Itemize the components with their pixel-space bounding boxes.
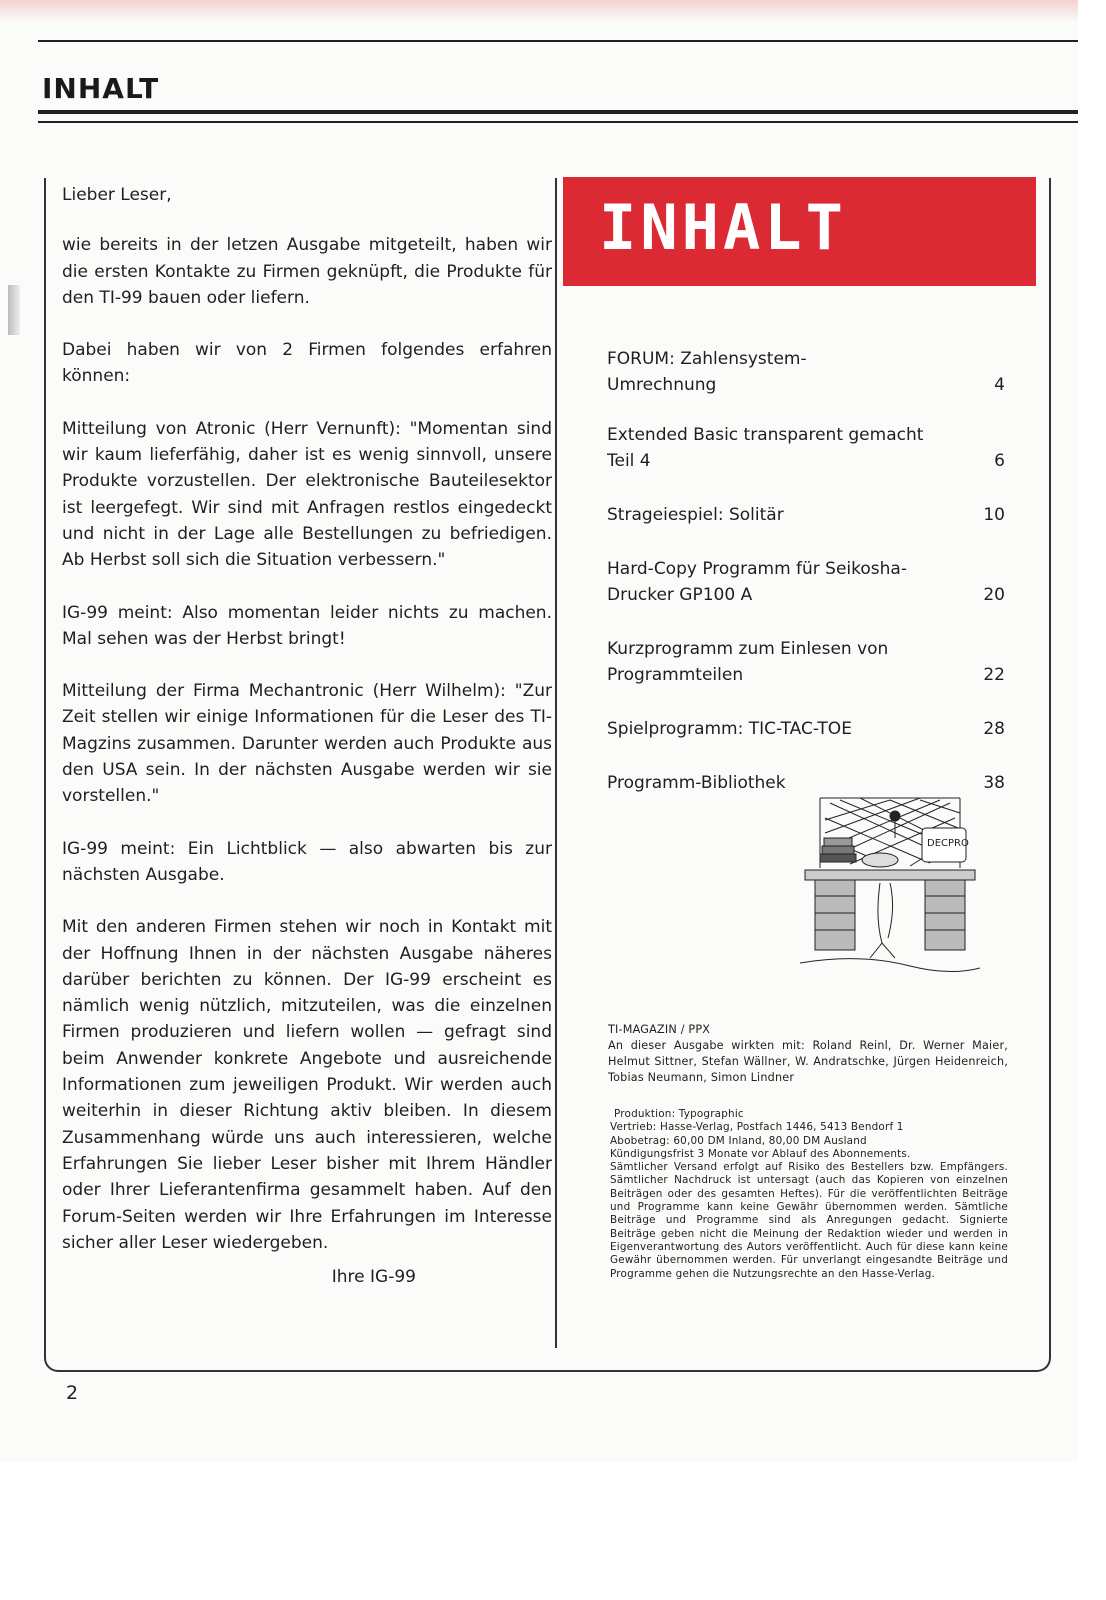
toc-entry[interactable] <box>607 556 1005 608</box>
letter-paragraph: Dabei haben wir von 2 Firmen folgendes erfahren können: <box>62 340 552 387</box>
page-number: 2 <box>66 1382 79 1404</box>
frame-bottom <box>44 1342 1051 1372</box>
letter-greeting: Lieber Leser, <box>62 185 172 205</box>
toc-page: 10 <box>983 505 1005 525</box>
toc-title: Strageiespiel: Solitär <box>607 505 784 525</box>
binding-mark <box>8 285 20 335</box>
header-rule-thin <box>38 121 1078 123</box>
toc-title: Extended Basic transparent gemacht Teil 4 <box>607 425 924 471</box>
column-divider <box>555 178 557 1348</box>
letter-paragraph: Mit den anderen Firmen stehen wir noch in Kontakt mit der Hoffnung Ihnen in der nächsten Ausgabe näheres darüber berichten zu können. Der IG-99 erscheint es nämlich wenig nützlich, mitzuteilen, was die einzelnen Firmen produzieren und liefern wollen — gefragt sind beim Anwender konkrete Angebote und ausreichende Informationen zum jeweiligen Produkt. Wir werden auch weiterhin in dieser Richtung aktiv bleiben. In diesem Zusammenhang würde uns auch interessieren, welche Erfahrungen Sie lieber Leser bisher mit Ihrem Händler oder Ihrer Lieferantenfirma gesammelt haben. Auf den Forum-Seiten werden wir Ihre Erfahrungen im Interesse sicher aller Leser wiedergeben. <box>62 917 552 1253</box>
top-edge-strip <box>0 0 1078 22</box>
letter-paragraph: Mitteilung von Atronic (Herr Vernunft): "Momentan sind wir kaum lieferfähig, daher ist es wenig sinnvoll, unsere Produkte vorzustellen. Der elektronische Bauteilesektor ist leergefegt. Wir sind mit Anfragen restlos eingedeckt und nicht in der Lage alle Bestellungen zu befriedigen. Ab Herbst soll sich die Situation verbessern." <box>62 418 552 571</box>
toc-page: 4 <box>994 375 1005 395</box>
imprint-line: Vertrieb: Hasse-Verlag, Postfach 1446, 5413 Bendorf 1 <box>610 1121 904 1134</box>
toc-page: 38 <box>983 773 1005 793</box>
imprint-block <box>610 1108 1008 1281</box>
toc-title: FORUM: Zahlensystem-Umrechnung <box>607 349 807 395</box>
imprint-line: Produktion: Typographic <box>614 1108 744 1120</box>
toc-entry[interactable] <box>607 716 1005 742</box>
letter-signature: Ihre IG-99 <box>331 1267 416 1288</box>
imprint-line: Kündigungsfrist 3 Monate vor Ablauf des Abonnements. <box>610 1147 911 1160</box>
credits-heading: TI-MAGAZIN / PPX <box>608 1023 711 1036</box>
credits-text: An dieser Ausgabe wirkten mit: Roland Reinl, Dr. Werner Maier, Helmut Sittner, Stefan Wällner, W. Andratschke, Jürgen Heidenreich, Tobias Neumann, Simon Lindner <box>608 1039 1008 1084</box>
toc-page: 28 <box>983 719 1005 739</box>
editorial-letter <box>62 182 552 1316</box>
toc-entry[interactable] <box>607 346 1005 398</box>
toc-page: 20 <box>983 585 1005 605</box>
frame-right-line <box>1049 178 1051 1348</box>
imprint-line: Abobetrag: 60,00 DM Inland, 80,00 DM Ausland <box>610 1134 867 1147</box>
frame-left-line <box>44 178 46 1348</box>
toc-entry[interactable] <box>607 636 1005 688</box>
toc-title: Kurzprogramm zum Einlesen von Programmteilen <box>607 639 889 685</box>
page-title: INHALT <box>42 72 160 105</box>
header-rule-top <box>38 40 1078 42</box>
toc-page: 6 <box>994 451 1005 471</box>
inhalt-banner <box>563 177 1036 286</box>
banner-title: INHALT <box>599 191 847 264</box>
toc-entry[interactable] <box>607 502 1005 528</box>
toc-entry[interactable] <box>607 422 1005 474</box>
imprint-body: Sämtlicher Versand erfolgt auf Risiko des Bestellers bzw. Empfängers. Sämtlicher Nachdruck ist untersagt (auch das Kopieren von einzelnen Beiträgen oder des gesamten Heftes). Für die veröffentlichten Beiträge und Programme kann keine Gewähr übernommen werden. Sämtliche Beiträge und Programme sind als Anregungen gedacht. Signierte Beiträge geben nicht die Meinung der Redaktion wieder und werden in Eigenverantwortung des Autors veröffentlicht. Auch für diese kann keine Gewähr übernommen werden. Für unverlangt eingesandte Beiträge und Programme gehen die Nutzungsrechte an den Hasse-Verlag. <box>610 1161 1008 1280</box>
toc-title: Hard-Copy Programm für Seikosha-Drucker GP100 A <box>607 559 907 605</box>
letter-paragraph: Mitteilung der Firma Mechantronic (Herr Wilhelm): "Zur Zeit stellen wir einige Informationen für die Leser des TI-Magzins zusammen. Darunter werden auch Produkte aus den USA sein. In der nächsten Ausgabe werden wir sie vorstellen." <box>62 681 552 807</box>
credits-block <box>608 1022 1008 1086</box>
letter-paragraph: IG-99 meint: Also momentan leider nichts zu machen. Mal sehen was der Herbst bringt! <box>62 602 552 649</box>
header-rule-thick <box>38 110 1078 114</box>
toc-title: Programm-Bibliothek <box>607 773 786 793</box>
toc-title: Spielprogramm: TIC-TAC-TOE <box>607 719 852 739</box>
toc-page: 22 <box>983 665 1005 685</box>
letter-paragraph: wie bereits in der letzen Ausgabe mitgeteilt, haben wir die ersten Kontakte zu Firmen geknüpft, die Produkte für den TI-99 bauen oder liefern. <box>62 235 552 308</box>
table-of-contents <box>607 346 1005 796</box>
letter-paragraph: IG-99 meint: Ein Lichtblick — also abwarten bis zur nächsten Ausgabe. <box>62 838 552 885</box>
desk-computer-illustration <box>800 788 980 988</box>
screen-label: DECPRO <box>927 838 969 849</box>
